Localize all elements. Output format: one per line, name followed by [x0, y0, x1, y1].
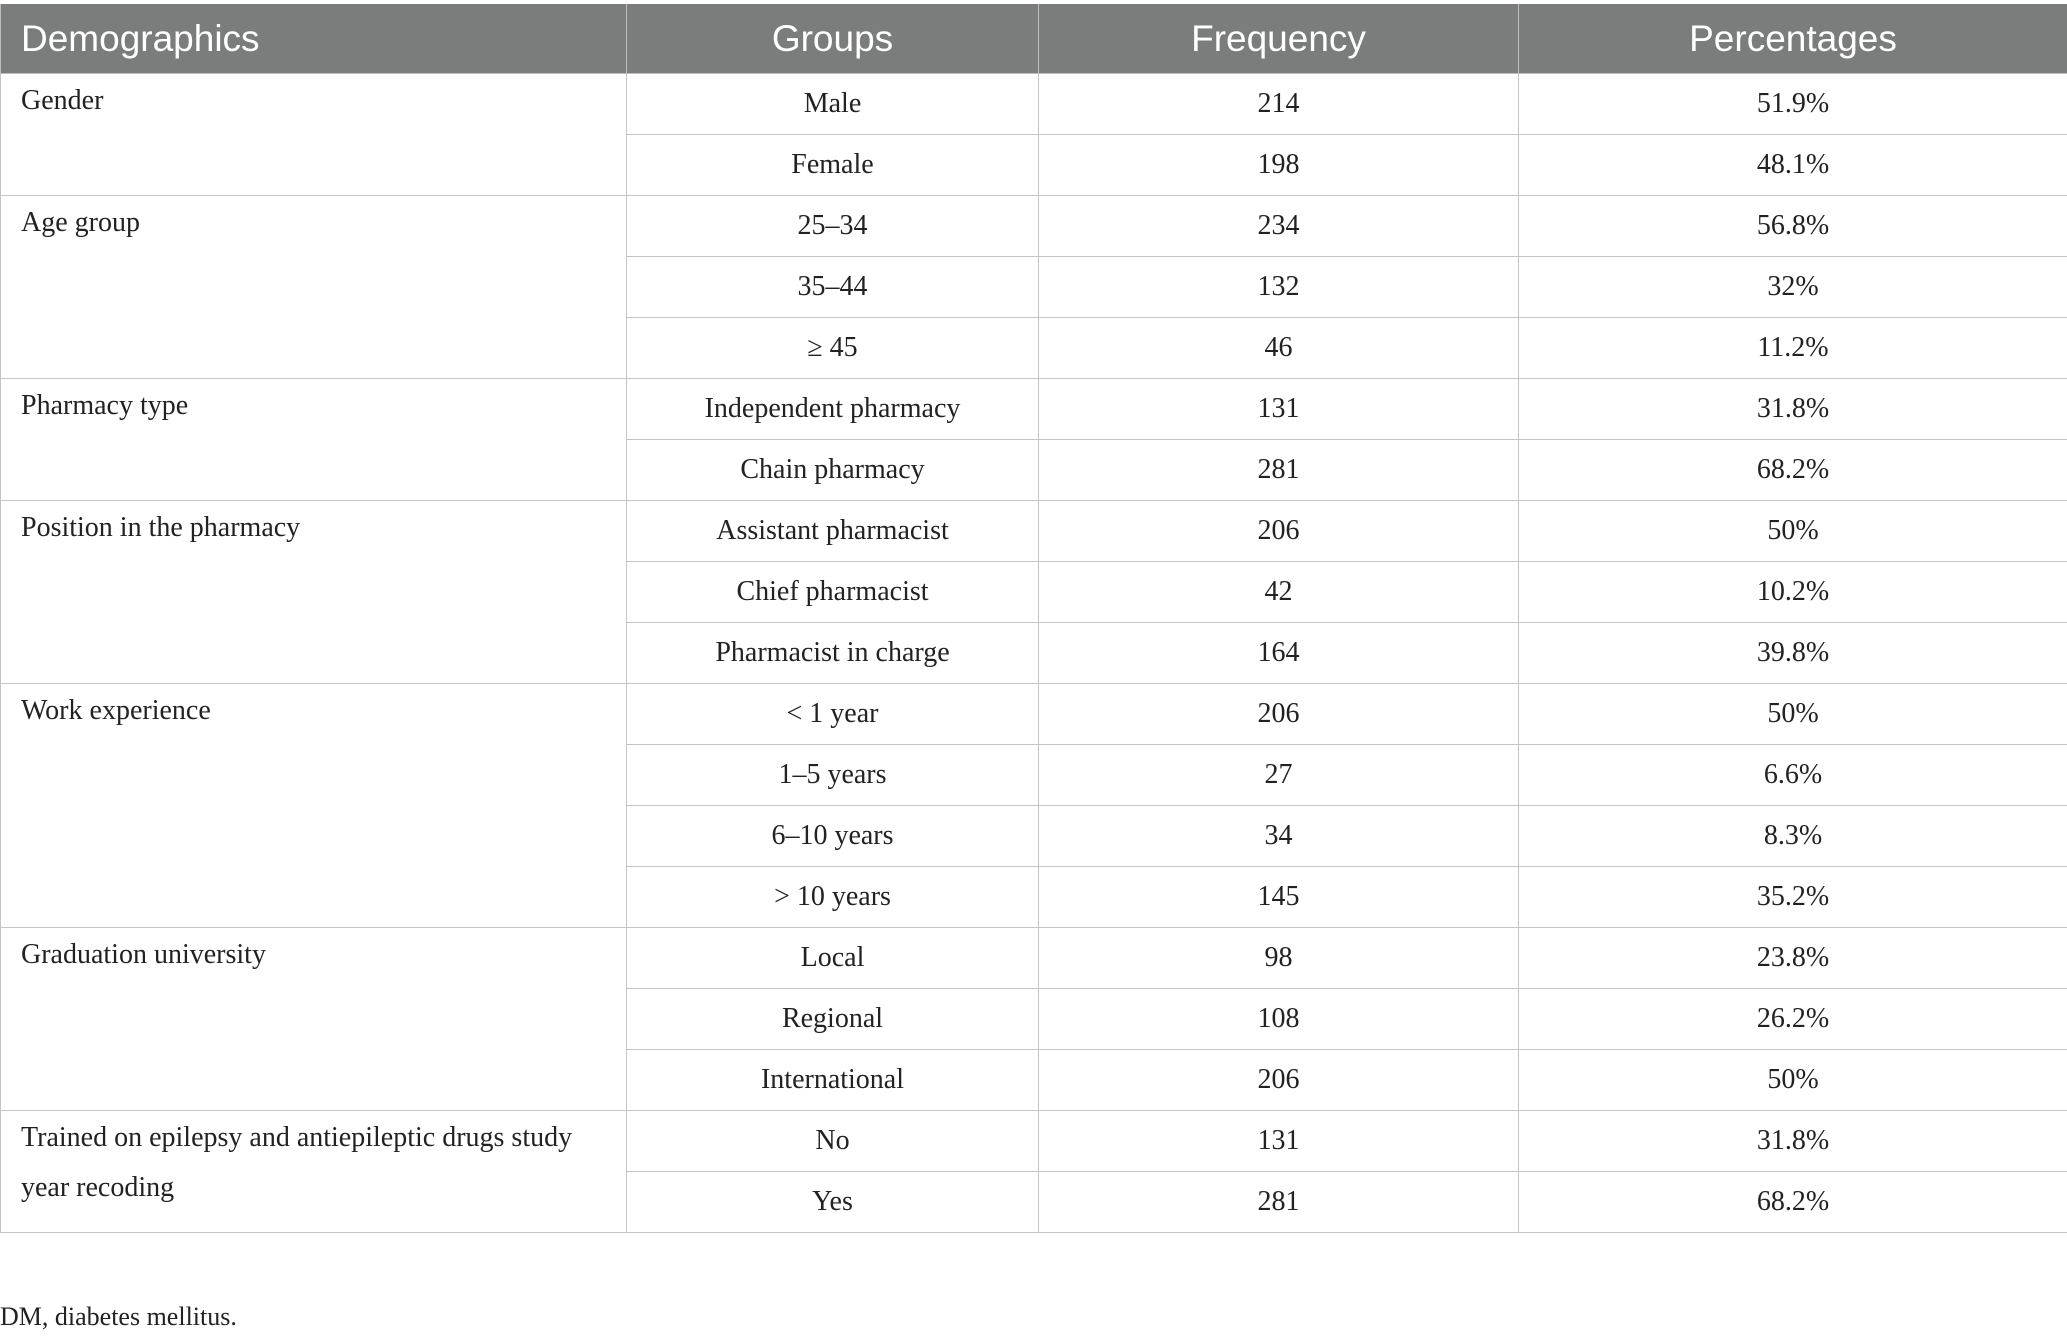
percentage-cell: 32%	[1519, 257, 2067, 318]
frequency-cell: 234	[1039, 196, 1519, 257]
frequency-cell: 27	[1039, 745, 1519, 806]
table-row	[1, 379, 2067, 440]
demographic-label: Pharmacy type	[21, 390, 189, 421]
group-cell: Chief pharmacist	[627, 562, 1039, 623]
frequency-cell: 164	[1039, 623, 1519, 684]
demographic-label: Graduation university	[21, 939, 266, 970]
group-cell: Male	[627, 74, 1039, 135]
demographic-label-cell	[1, 928, 627, 1111]
percentage-cell: 11.2%	[1519, 318, 2067, 379]
percentage-cell: 56.8%	[1519, 196, 2067, 257]
group-cell: International	[627, 1050, 1039, 1111]
percentage-cell: 50%	[1519, 1050, 2067, 1111]
group-cell: Independent pharmacy	[627, 379, 1039, 440]
percentage-cell: 8.3%	[1519, 806, 2067, 867]
group-cell: Yes	[627, 1172, 1039, 1233]
frequency-cell: 281	[1039, 440, 1519, 501]
frequency-cell: 281	[1039, 1172, 1519, 1233]
header-groups: Groups	[627, 4, 1039, 74]
frequency-cell: 206	[1039, 1050, 1519, 1111]
group-cell: Local	[627, 928, 1039, 989]
group-cell: 6–10 years	[627, 806, 1039, 867]
percentage-cell: 51.9%	[1519, 74, 2067, 135]
table-row	[1, 501, 2067, 562]
demographic-label: Work experience	[21, 695, 211, 726]
table-row	[1, 1111, 2067, 1172]
frequency-cell: 108	[1039, 989, 1519, 1050]
group-cell: < 1 year	[627, 684, 1039, 745]
percentage-cell: 68.2%	[1519, 1172, 2067, 1233]
table-row	[1, 196, 2067, 257]
group-cell: Regional	[627, 989, 1039, 1050]
group-cell: 1–5 years	[627, 745, 1039, 806]
demographic-label-cell	[1, 379, 627, 501]
demographic-label-cell	[1, 1111, 627, 1233]
frequency-cell: 98	[1039, 928, 1519, 989]
frequency-cell: 34	[1039, 806, 1519, 867]
frequency-cell: 198	[1039, 135, 1519, 196]
group-cell: Assistant pharmacist	[627, 501, 1039, 562]
group-cell: Chain pharmacy	[627, 440, 1039, 501]
table-row	[1, 684, 2067, 745]
demographic-label: Age group	[21, 207, 140, 238]
group-cell: > 10 years	[627, 867, 1039, 928]
demographic-label-cell	[1, 684, 627, 928]
table-header	[1, 4, 2067, 74]
frequency-cell: 214	[1039, 74, 1519, 135]
group-cell: No	[627, 1111, 1039, 1172]
demographic-label-cell	[1, 501, 627, 684]
group-cell: Pharmacist in charge	[627, 623, 1039, 684]
header-frequency: Frequency	[1039, 4, 1519, 74]
frequency-cell: 206	[1039, 501, 1519, 562]
percentage-cell: 50%	[1519, 684, 2067, 745]
percentage-cell: 31.8%	[1519, 1111, 2067, 1172]
demographics-table-container	[0, 4, 2067, 1233]
percentage-cell: 50%	[1519, 501, 2067, 562]
demographics-table	[0, 4, 2067, 1233]
table-body	[1, 74, 2067, 1233]
header-percentages: Percentages	[1519, 4, 2067, 74]
percentage-cell: 68.2%	[1519, 440, 2067, 501]
group-cell: ≥ 45	[627, 318, 1039, 379]
frequency-cell: 206	[1039, 684, 1519, 745]
percentage-cell: 31.8%	[1519, 379, 2067, 440]
demographic-label: Gender	[21, 85, 104, 116]
frequency-cell: 131	[1039, 1111, 1519, 1172]
percentage-cell: 26.2%	[1519, 989, 2067, 1050]
demographic-label: Position in the pharmacy	[21, 512, 301, 543]
frequency-cell: 42	[1039, 562, 1519, 623]
group-cell: 35–44	[627, 257, 1039, 318]
percentage-cell: 10.2%	[1519, 562, 2067, 623]
frequency-cell: 131	[1039, 379, 1519, 440]
demographic-label-cell	[1, 74, 627, 196]
table-footnote: DM, diabetes mellitus.	[0, 1302, 237, 1331]
table-row	[1, 74, 2067, 135]
header-demographics: Demographics	[1, 4, 627, 74]
percentage-cell: 6.6%	[1519, 745, 2067, 806]
group-cell: 25–34	[627, 196, 1039, 257]
percentage-cell: 23.8%	[1519, 928, 2067, 989]
group-cell: Female	[627, 135, 1039, 196]
demographic-label-cell	[1, 196, 627, 379]
frequency-cell: 132	[1039, 257, 1519, 318]
percentage-cell: 39.8%	[1519, 623, 2067, 684]
frequency-cell: 145	[1039, 867, 1519, 928]
frequency-cell: 46	[1039, 318, 1519, 379]
header-row	[1, 4, 2067, 74]
table-row	[1, 928, 2067, 989]
demographic-label: Trained on epilepsy and antiepileptic drugs study year recoding	[21, 1122, 573, 1203]
percentage-cell: 35.2%	[1519, 867, 2067, 928]
percentage-cell: 48.1%	[1519, 135, 2067, 196]
